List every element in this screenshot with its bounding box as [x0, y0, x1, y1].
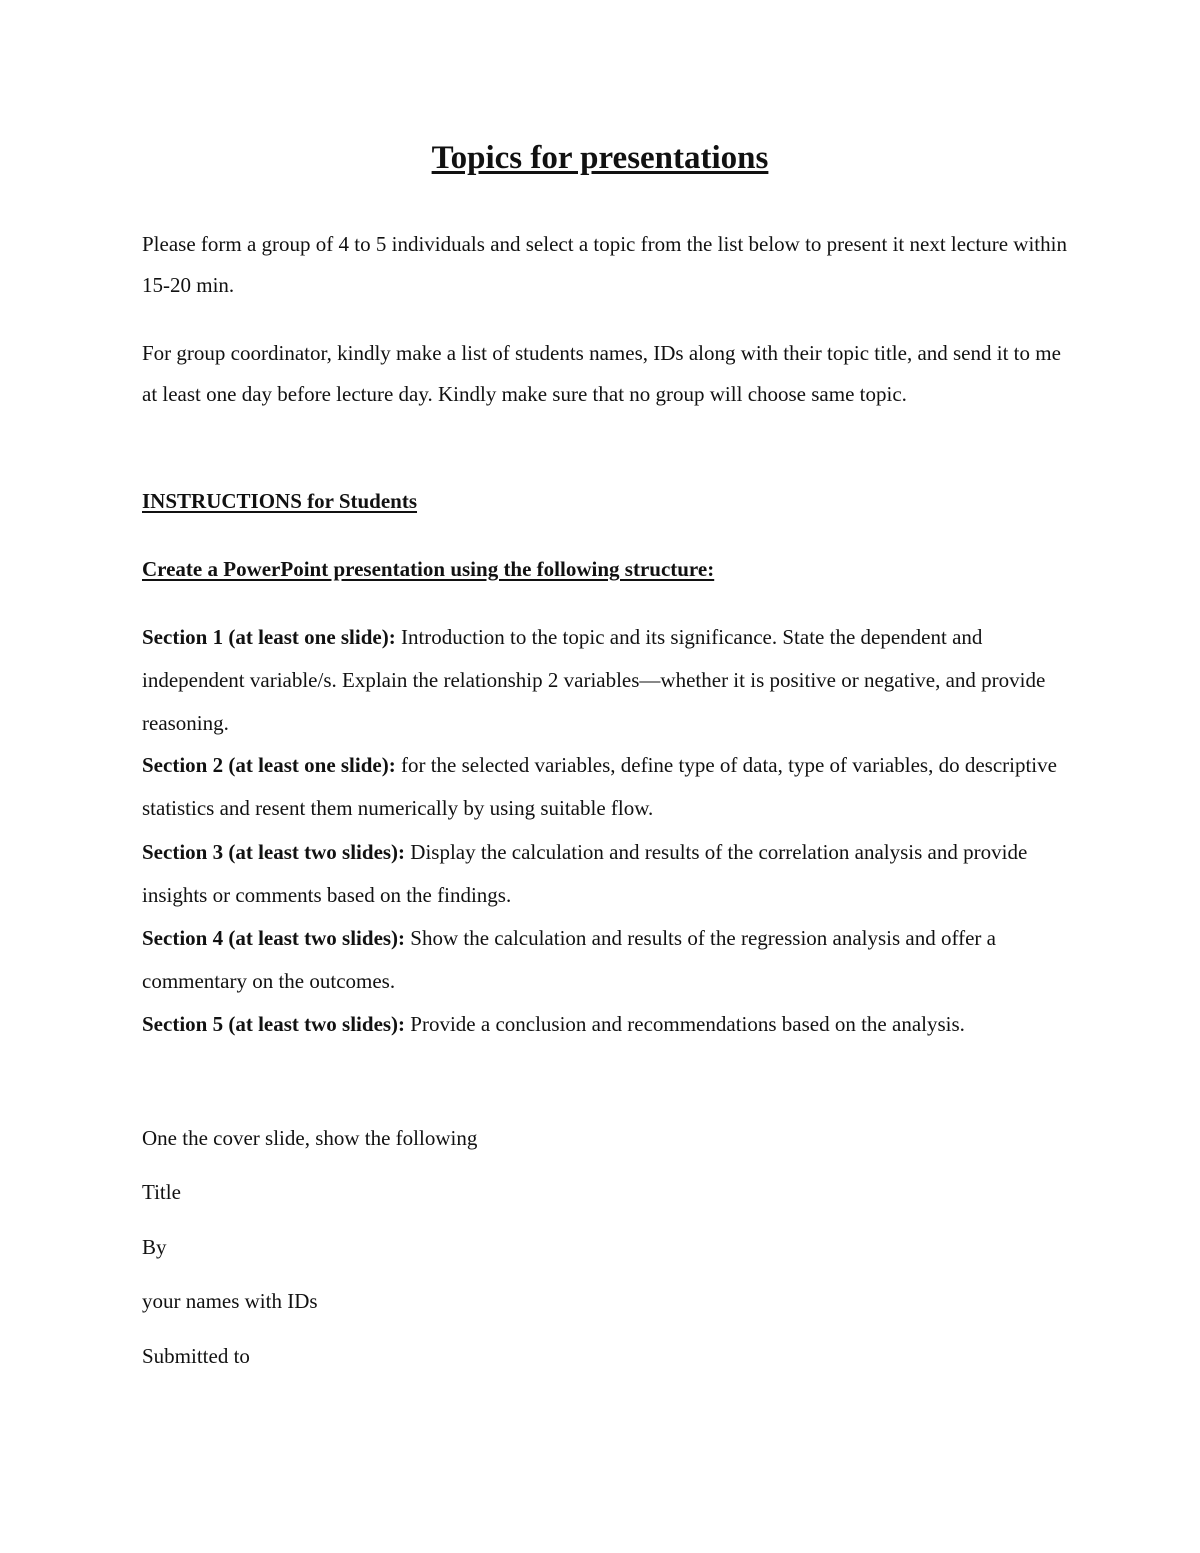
cover-intro: One the cover slide, show the following [142, 1126, 478, 1150]
cover-item-title: Title [142, 1180, 181, 1204]
section-5-text: Provide a conclusion and recommendations based on the analysis. [405, 1012, 965, 1036]
intro-paragraph: Please form a group of 4 to 5 individuals and select a topic from the list below to present it next lecture within 15-20 min. [142, 232, 1067, 297]
cover-item-names: your names with IDs [142, 1289, 318, 1313]
section-5-label: Section 5 (at least two slides): [142, 1012, 406, 1036]
section-4-text: Show the calculation and results of the regression analysis and offer a commentary on the outcomes. [142, 926, 996, 993]
section-2-text: for the selected variables, define type of data, type of variables, do descriptive statistics and resent them numerically by using suitable flow. [142, 753, 1057, 820]
structure-heading: Create a PowerPoint presentation using the following structure: [142, 557, 715, 581]
page-title: Topics for presentations [431, 140, 769, 176]
section-1-text: Introduction to the topic and its significance. State the dependent and independent variable/s. Explain the relationship 2 variables—whether it is positive or negative, and provide reasoning. [142, 625, 1046, 735]
section-1-label: Section 1 (at least one slide): [142, 625, 396, 649]
cover-item-by: By [142, 1235, 167, 1259]
section-4-label: Section 4 (at least two slides): [142, 926, 406, 950]
section-3-text: Display the calculation and results of the correlation analysis and provide insights or comments based on the findings. [142, 840, 1028, 907]
cover-item-submitted: Submitted to [142, 1344, 250, 1368]
section-3-label: Section 3 (at least two slides): [142, 840, 406, 864]
section-2 [142, 744, 1072, 830]
coordinator-paragraph: For group coordinator, kindly make a list of students names, IDs along with their topic title, and send it to me at least one day before lecture day. Kindly make sure that no group will choose same topic. [142, 341, 1061, 406]
instructions-heading: INSTRUCTIONS for Students [142, 489, 418, 513]
section-2-label: Section 2 (at least one slide): [142, 753, 396, 777]
section-5 [142, 1003, 1072, 1046]
section-3 [142, 831, 1072, 917]
section-1 [142, 616, 1072, 745]
section-4 [142, 917, 1072, 1003]
